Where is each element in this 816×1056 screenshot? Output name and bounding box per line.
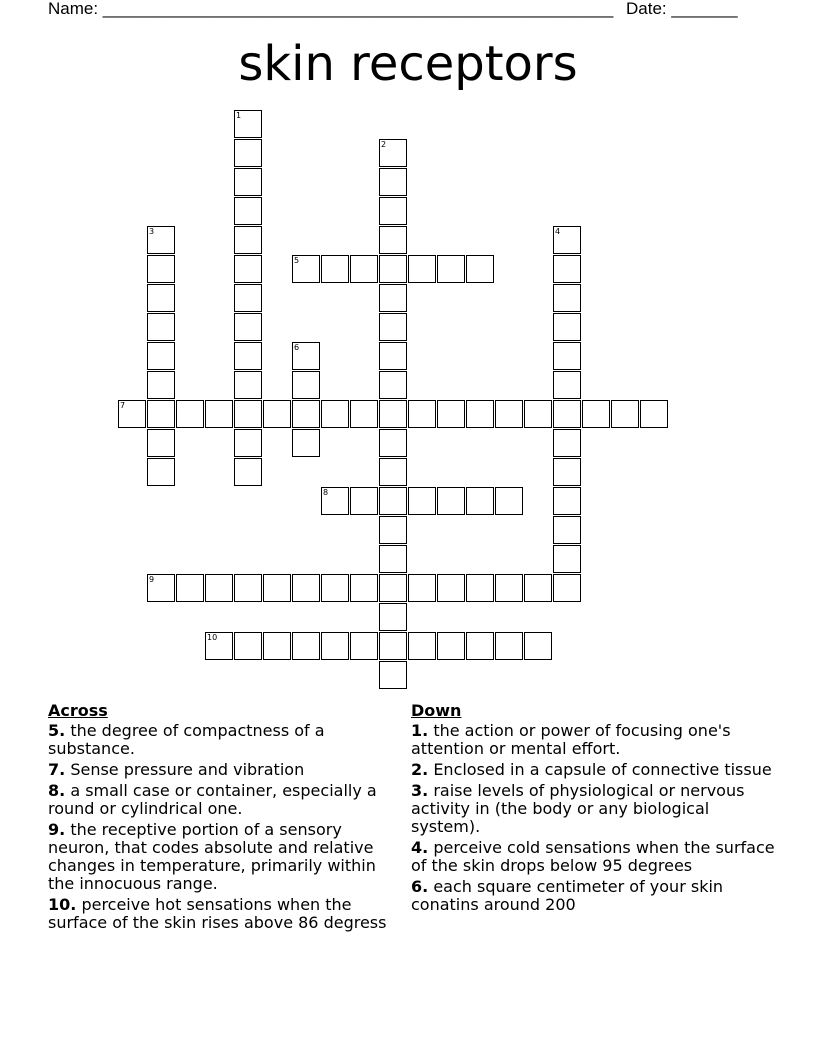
clue-text: perceive cold sensations when the surface of the skin drops below 95 degrees [411,838,775,875]
across-clue [48,821,400,893]
clue-number-label: 2. [411,760,429,779]
grid-cell[interactable] [582,400,610,428]
across-clue [48,896,400,932]
grid-cell[interactable] [147,371,175,399]
grid-cell[interactable] [379,487,407,515]
grid-cell[interactable] [379,313,407,341]
clue-text: a small case or container, especially a round or cylindrical one. [48,781,377,818]
clue-text: Enclosed in a capsule of connective tissue [433,760,772,779]
grid-cell[interactable] [408,487,436,515]
clue-number-label: 9. [48,820,66,839]
grid-cell[interactable] [379,574,407,602]
grid-cell[interactable] [379,255,407,283]
name-field: Name: ______________________________________________________ [48,0,614,18]
grid-cell[interactable] [437,255,465,283]
grid-cell[interactable] [466,400,494,428]
clue-number: 4 [555,227,561,236]
grid-cell[interactable] [466,574,494,602]
page-title: skin receptors [238,36,578,92]
grid-cell[interactable] [466,632,494,660]
grid-cell[interactable] [292,429,320,457]
grid-cell[interactable] [292,400,320,428]
grid-cell[interactable] [553,313,581,341]
grid-cell[interactable] [437,487,465,515]
grid-cell[interactable] [234,342,262,370]
grid-cell[interactable] [379,516,407,544]
clue-number-label: 10. [48,895,77,914]
grid-cell[interactable] [234,197,262,225]
grid-cell[interactable] [379,197,407,225]
grid-cell[interactable] [350,487,378,515]
grid-cell[interactable] [147,429,175,457]
grid-cell[interactable] [350,632,378,660]
grid-cell[interactable] [553,226,581,254]
grid-cell[interactable] [553,400,581,428]
grid-cell[interactable] [234,400,262,428]
grid-cell[interactable] [292,371,320,399]
grid-cell[interactable] [234,429,262,457]
down-clue [411,761,783,779]
down-clue [411,839,783,875]
clue-number-label: 8. [48,781,66,800]
grid-cell[interactable] [263,574,291,602]
clue-text: the receptive portion of a sensory neuron, that codes absolute and relative changes in temperature, primarily within the innocuous range. [48,820,376,893]
clue-number: 8 [323,488,329,497]
clue-number-label: 1. [411,721,429,740]
grid-cell[interactable] [321,487,349,515]
grid-cell[interactable] [234,458,262,486]
clue-text: perceive hot sensations when the surface of the skin rises above 86 degress [48,895,387,932]
grid-cell[interactable] [466,255,494,283]
grid-cell[interactable] [379,139,407,167]
grid-cell[interactable] [495,487,523,515]
grid-cell[interactable] [292,342,320,370]
grid-cell[interactable] [379,342,407,370]
grid-cell[interactable] [205,574,233,602]
grid-cell[interactable] [553,255,581,283]
grid-cell[interactable] [350,574,378,602]
grid-cell[interactable] [437,574,465,602]
grid-cell[interactable] [379,168,407,196]
down-clue [411,722,783,758]
clue-number: 5 [294,256,300,265]
grid-cell[interactable] [379,661,407,689]
grid-cell[interactable] [147,458,175,486]
grid-cell[interactable] [321,632,349,660]
grid-cell[interactable] [495,400,523,428]
grid-cell[interactable] [553,545,581,573]
grid-cell[interactable] [379,603,407,631]
clue-number: 9 [149,575,155,584]
grid-cell[interactable] [350,400,378,428]
grid-cell[interactable] [292,632,320,660]
grid-cell[interactable] [234,371,262,399]
clue-text: the action or power of focusing one's attention or mental effort. [411,721,731,758]
grid-cell[interactable] [553,429,581,457]
grid-cell[interactable] [147,284,175,312]
grid-cell[interactable] [118,400,146,428]
clue-number-label: 5. [48,721,66,740]
grid-cell[interactable] [176,574,204,602]
clue-number-label: 6. [411,877,429,896]
grid-cell[interactable] [205,400,233,428]
grid-cell[interactable] [466,487,494,515]
grid-cell[interactable] [379,632,407,660]
grid-cell[interactable] [147,342,175,370]
grid-cell[interactable] [147,313,175,341]
grid-cell[interactable] [234,574,262,602]
clue-text: raise levels of physiological or nervous activity in (the body or any biological system). [411,781,745,836]
clue-number: 7 [120,401,126,410]
grid-cell[interactable] [379,400,407,428]
grid-cell[interactable] [234,226,262,254]
grid-cell[interactable] [495,574,523,602]
grid-cell[interactable] [263,632,291,660]
across-clues [48,702,400,935]
grid-cell[interactable] [234,110,262,138]
grid-cell[interactable] [176,400,204,428]
grid-cell[interactable] [147,574,175,602]
grid-cell[interactable] [263,400,291,428]
down-clue-list [411,722,783,914]
grid-cell[interactable] [321,400,349,428]
grid-cell[interactable] [205,632,233,660]
grid-cell[interactable] [234,139,262,167]
down-clue [411,878,783,914]
across-clue-list [48,722,400,932]
grid-cell[interactable] [147,400,175,428]
grid-cell[interactable] [292,574,320,602]
date-field: Date: _______ [626,0,738,18]
clue-number: 6 [294,343,300,352]
grid-cell[interactable] [379,371,407,399]
down-clue [411,782,783,836]
across-clue [48,761,400,779]
grid-cell[interactable] [611,400,639,428]
grid-cell[interactable] [524,400,552,428]
grid-cell[interactable] [640,400,668,428]
grid-cell[interactable] [553,516,581,544]
grid-cell[interactable] [234,632,262,660]
grid-cell[interactable] [321,574,349,602]
grid-cell[interactable] [524,632,552,660]
clue-number: 3 [149,227,155,236]
grid-cell[interactable] [234,284,262,312]
clue-number: 1 [236,111,242,120]
clue-number-label: 4. [411,838,429,857]
grid-cell[interactable] [321,255,349,283]
grid-cell[interactable] [147,255,175,283]
grid-cell[interactable] [437,400,465,428]
grid-cell[interactable] [379,226,407,254]
grid-cell[interactable] [379,458,407,486]
grid-cell[interactable] [553,284,581,312]
grid-cell[interactable] [379,429,407,457]
across-clue [48,722,400,758]
grid-cell[interactable] [292,255,320,283]
grid-cell[interactable] [379,284,407,312]
grid-cell[interactable] [234,168,262,196]
down-heading: Down [411,701,462,720]
grid-cell[interactable] [437,632,465,660]
grid-cell[interactable] [553,487,581,515]
across-clue [48,782,400,818]
grid-cell[interactable] [524,574,552,602]
grid-cell[interactable] [553,371,581,399]
grid-cell[interactable] [408,255,436,283]
grid-cell[interactable] [495,632,523,660]
grid-cell[interactable] [408,574,436,602]
clue-number-label: 7. [48,760,66,779]
clue-text: Sense pressure and vibration [70,760,305,779]
grid-cell[interactable] [553,342,581,370]
grid-cell[interactable] [408,400,436,428]
across-heading: Across [48,701,108,720]
down-clues [411,702,783,917]
clue-text: each square centimeter of your skin conatins around 200 [411,877,724,914]
clue-number: 2 [381,140,387,149]
grid-cell[interactable] [408,632,436,660]
grid-cell[interactable] [553,458,581,486]
clue-text: the degree of compactness of a substance. [48,721,325,758]
grid-cell[interactable] [350,255,378,283]
clue-number: 10 [207,633,218,642]
grid-cell[interactable] [553,574,581,602]
grid-cell[interactable] [234,313,262,341]
grid-cell[interactable] [379,545,407,573]
grid-cell[interactable] [147,226,175,254]
clue-number-label: 3. [411,781,429,800]
grid-cell[interactable] [234,255,262,283]
